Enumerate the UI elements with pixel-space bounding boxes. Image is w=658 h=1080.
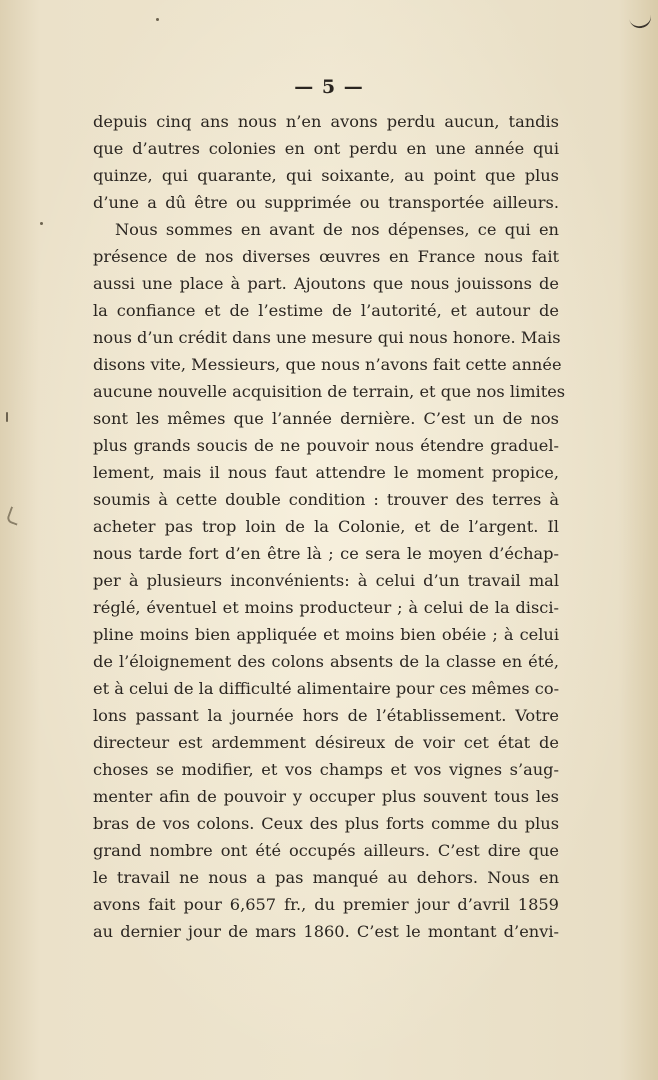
text-line: depuis cinq ans nous n’en avons perdu aucun, tandis	[93, 112, 559, 131]
text-line: grand nombre ont été occupés ailleurs. C’est dire que	[93, 841, 559, 860]
text-line: disons vite, Messieurs, que nous n’avons fait cette année	[93, 355, 562, 374]
text-line: le travail ne nous a pas manqué au dehors. Nous en	[93, 868, 559, 887]
corner-ink-mark	[629, 14, 653, 30]
text-line: de l’éloignement des colons absents de la classe en été,	[93, 652, 559, 671]
text-line: plus grands soucis de ne pouvoir nous étendre graduel-	[93, 436, 559, 455]
text-line: per à plusieurs inconvénients: à celui d’un travail mal	[93, 571, 559, 590]
page-number: — 5 —	[294, 76, 364, 98]
text-line: et à celui de la difficulté alimentaire pour ces mêmes co-	[93, 679, 560, 698]
text-line: Nous sommes en avant de nos dépenses, ce qui en	[115, 220, 559, 239]
text-line: aucune nouvelle acquisition de terrain, et que nos limites	[93, 382, 566, 401]
text-line: d’une a dû être ou supprimée ou transportée ailleurs.	[93, 193, 559, 212]
text-line: présence de nos diverses œuvres en France nous fait	[93, 247, 559, 266]
text-line: acheter pas trop loin de la Colonie, et de l’argent. Il	[93, 517, 559, 536]
text-line: soumis à cette double condition : trouver des terres à	[93, 490, 559, 509]
text-line: quinze, qui quarante, qui soixante, au point que plus	[93, 166, 559, 185]
text-line: menter afin de pouvoir y occuper plus souvent tous les	[93, 787, 559, 806]
text-line: sont les mêmes que l’année dernière. C’est un de nos	[93, 409, 559, 428]
text-line: directeur est ardemment désireux de voir cet état de	[93, 733, 559, 752]
text-line: réglé, éventuel et moins producteur ; à celui de la disci-	[93, 598, 559, 617]
text-line: au dernier jour de mars 1860. C’est le montant d’envi-	[93, 922, 559, 941]
text-line: la confiance et de l’estime de l’autorité, et autour de	[93, 301, 559, 320]
text-line: lons passant la journée hors de l’établissement. Votre	[93, 706, 559, 725]
body-text	[93, 108, 566, 945]
text-line: nous d’un crédit dans une mesure qui nous honore. Mais	[93, 328, 561, 347]
text-line: lement, mais il nous faut attendre le moment propice,	[93, 463, 559, 482]
text-line: avons fait pour 6,657 fr., du premier jour d’avril 1859	[93, 895, 559, 914]
paper-speck	[156, 18, 159, 21]
text-line: choses se modifier, et vos champs et vos vignes s’aug-	[93, 760, 559, 779]
paper-speck	[40, 222, 43, 225]
text-line: pline moins bien appliquée et moins bien obéie ; à celui	[93, 625, 559, 644]
text-line: que d’autres colonies en ont perdu en une année qui	[93, 139, 559, 158]
text-line: aussi une place à part. Ajoutons que nous jouissons de	[93, 274, 559, 293]
margin-ink-mark	[6, 506, 23, 525]
text-line: bras de vos colons. Ceux des plus forts comme du plus	[93, 814, 559, 833]
text-line: nous tarde fort d’en être là ; ce sera le moyen d’échap-	[93, 544, 559, 563]
paper-speck	[6, 412, 8, 422]
